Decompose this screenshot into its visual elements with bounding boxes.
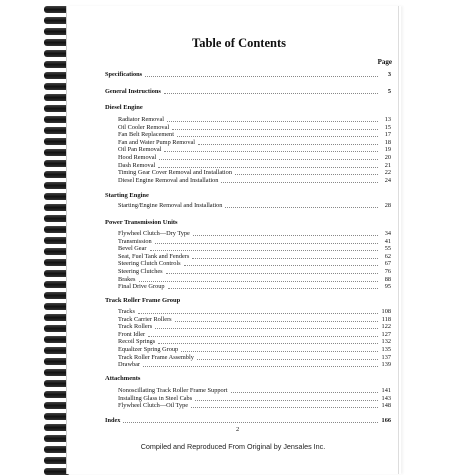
toc-entry-index[interactable] [105,416,391,425]
toc-entry-label: Dash Removal [118,161,156,169]
toc-entry-page: 17 [384,131,391,139]
toc-entry-page: 118 [381,315,391,323]
toc-entry-page: 3 [387,71,391,78]
toc-entry-label: Steering Clutch Controls [118,260,181,268]
dot-leader [164,92,378,94]
toc-entry[interactable] [118,401,391,410]
toc-entry-page: 95 [384,283,391,291]
toc-entry-page: 135 [381,346,391,353]
toc-entry-page: 88 [384,275,391,283]
toc-entry-label: Equalizer Spring Group [118,346,179,353]
toc-entry-label: Recoil Springs [118,338,156,346]
toc-entry-page: 76 [384,268,391,275]
toc-entry-label: Front Idler [118,330,146,338]
toc-entry-page: 15 [384,123,391,131]
dot-leader [221,181,378,183]
section-heading-attachments: Attachments [105,375,141,382]
toc-entry-label: Fan Belt Replacement [118,131,174,139]
toc-entry-label: Index [105,417,121,424]
toc-entry-label: Brakes [118,275,136,283]
toc-entry-label: Specifications [105,71,143,78]
toc-entry-label: Oil Cooler Removal [118,123,170,131]
dot-leader [123,421,378,423]
section-heading-track-roller-frame: Track Roller Frame Group [105,297,181,304]
toc-entry-page: 67 [384,260,391,268]
toc-entry[interactable] [118,282,391,291]
toc-entry-label: Track Roller Frame Assembly [118,353,194,361]
page-title: Table of Contents [192,36,286,50]
toc-entry-page: 143 [381,394,391,402]
page-edge [398,6,405,474]
toc-entry-label: Track Rollers [118,323,153,331]
page-number: 2 [236,426,240,433]
toc-entry-label: Hood Removal [118,154,157,161]
toc-entry-label: Flywheel Clutch—Dry Type [118,230,190,237]
toc-entry-page: 137 [381,353,391,361]
dot-leader [191,406,378,408]
toc-entry-label: Radiator Removal [118,116,164,123]
toc-entry-page: 18 [384,138,391,146]
toc-entry-page: 41 [384,237,391,245]
toc-entry-page: 127 [381,330,391,338]
toc-entry-label: Track Carrier Rollers [118,315,172,323]
toc-entry[interactable] [118,360,391,369]
toc-entry-page: 148 [381,402,391,410]
toc-entry-page: 24 [384,176,391,184]
page-column-label: Page [377,58,392,66]
toc-entry-page: 20 [384,154,391,161]
toc-entry-label: Nonoscillating Track Roller Frame Support [118,387,228,394]
dot-leader [168,287,378,289]
toc-entry-page: 19 [384,146,391,154]
toc-entry-label: Starting/Engine Removal and Installation [118,202,223,209]
toc-entry-page: 122 [381,323,391,331]
toc-entry-label: Transmission [118,237,152,245]
toc-entry-page: 62 [384,252,391,260]
toc-entry-page: 55 [384,245,391,253]
toc-entry-label: Diesel Engine Removal and Installation [118,176,219,184]
toc-entry-label: Fan and Water Pump Removal [118,138,196,146]
toc-entry-specifications[interactable] [105,70,391,79]
toc-entry-page: 34 [384,230,391,237]
dot-leader [143,365,378,367]
section-heading-diesel-engine: Diesel Engine [105,104,143,111]
toc-entry[interactable] [118,201,391,210]
toc-entry-label: Flywheel Clutch—Oil Type [118,402,189,410]
toc-entry-page: 108 [381,308,391,315]
toc-entry-page: 13 [384,116,391,123]
toc-entry-page: 132 [381,338,391,346]
toc-entry-label: Tracks [118,308,135,315]
toc-entry-page: 139 [381,361,391,369]
toc-entry-page: 28 [384,202,391,209]
toc-entry-page: 22 [384,169,391,177]
toc-entry-label: Oil Pan Removal [118,146,162,154]
toc-entry-page: 141 [381,387,391,394]
toc-entry-label: Installing Glass in Steel Cabs [118,394,193,402]
toc-entry-label: Drawbar [118,361,141,369]
toc-entry-page: 5 [387,88,391,95]
dot-leader [225,206,378,208]
toc-entry-label: Steering Clutches [118,268,163,275]
reproduction-credit: Compiled and Reproduced From Original by Jensales Inc. [140,442,326,451]
toc-entry-label: Bevel Gear [118,245,147,253]
toc-entry-page: 166 [381,417,391,424]
toc-entry-label: Timing Gear Cover Removal and Installation [118,169,232,177]
dot-leader [145,75,378,77]
toc-entry[interactable] [118,176,391,185]
toc-entry-label: General Instructions [105,88,161,95]
toc-entry-general-instructions[interactable] [105,87,391,96]
toc-entry-label: Final Drive Group [118,283,165,291]
section-heading-power-transmission: Power Transmission Units [105,219,178,226]
toc-entry-label: Seat, Fuel Tank and Fenders [118,252,190,260]
toc-entry-page: 21 [384,161,391,169]
section-heading-starting-engine: Starting Engine [105,192,149,199]
